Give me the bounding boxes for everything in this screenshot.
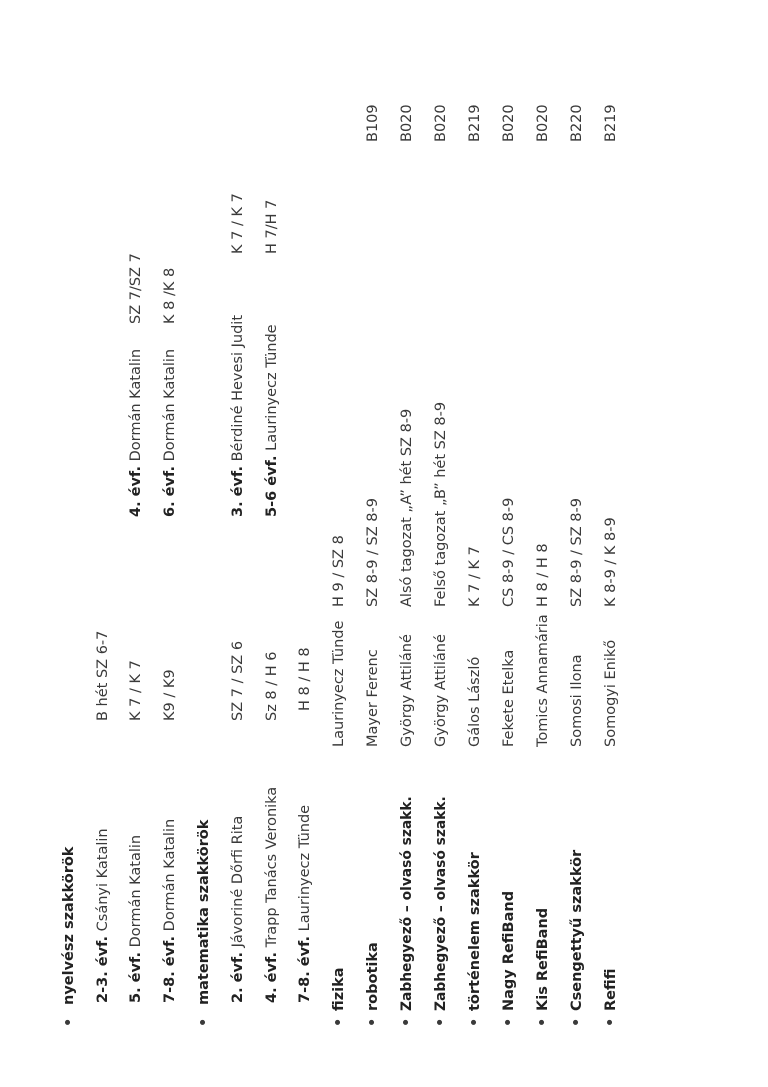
- list-item: • Zabhegyező – olvasó szakk. György Attiláné Felső tagozat „B” hét SZ 8-9 B020: [427, 0, 455, 1087]
- list-item: 2. évf. Jávoriné Dőrfi Rita SZ 7 / SZ 6 3. évf. Bérdiné Hevesi Judit K 7 / K 7: [230, 193, 246, 1003]
- section-heading-nyelvesz: • nyelvész szakkörök: [55, 0, 83, 1087]
- list-item: • robotika Mayer Ferenc SZ 8-9 / SZ 8-9 B109: [359, 0, 387, 1087]
- bullet-icon: •: [603, 1017, 619, 1027]
- bullet-icon: •: [535, 1017, 551, 1027]
- bullet-icon: •: [331, 1017, 347, 1027]
- bullet-icon: •: [365, 1017, 381, 1027]
- list-item: • Kis RefiBand Tomics Annamária H 8 / H 8 B020: [529, 0, 557, 1087]
- list-item: • Zabhegyező – olvasó szakk. György Attiláné Alsó tagozat „A” hét SZ 8-9 B020: [393, 0, 421, 1087]
- list-item: • Csengettyű szakkör Somosi Ilona SZ 8-9 / SZ 8-9 B220: [563, 0, 591, 1087]
- list-item: 7-8. évf. Dormán Katalin K9 / K9 6. évf. Dormán Katalin K 8 /K 8: [162, 267, 178, 1003]
- list-item: 2-3. évf. Csányi Katalin B hét SZ 6-7: [95, 630, 111, 1003]
- bullet-icon: •: [501, 1017, 517, 1027]
- section-heading-matematika: • matematika szakkörök: [190, 0, 218, 1087]
- list-item: • Refifi Somogyi Enikő K 8-9 / K 8-9 B219: [597, 0, 625, 1087]
- list-item: • történelem szakkör Gálos László K 7 / K 7 B219: [461, 0, 489, 1087]
- bullet-icon: •: [61, 1017, 77, 1027]
- bullet-icon: •: [467, 1017, 483, 1027]
- bullet-icon: •: [433, 1017, 449, 1027]
- list-item: • Nagy RefiBand Fekete Etelka CS 8-9 / CS 8-9 B020: [495, 0, 523, 1087]
- list-item: 7-8. évf. Laurinyecz Tünde H 8 / H 8: [297, 647, 313, 1003]
- list-item: 4. évf. Trapp Tanács Veronika Sz 8 / H 6 5-6 évf. Laurinyecz Tünde H 7/H 7: [264, 199, 280, 1003]
- bullet-icon: •: [196, 1017, 212, 1027]
- bullet-icon: •: [399, 1017, 415, 1027]
- list-item: • fizika Laurinyecz Tünde H 9 / SZ 8: [325, 0, 353, 1087]
- list-item: 5. évf. Dormán Katalin K 7 / K 7 4. évf. Dormán Katalin SZ 7/SZ 7: [128, 253, 144, 1003]
- bullet-icon: •: [569, 1017, 585, 1027]
